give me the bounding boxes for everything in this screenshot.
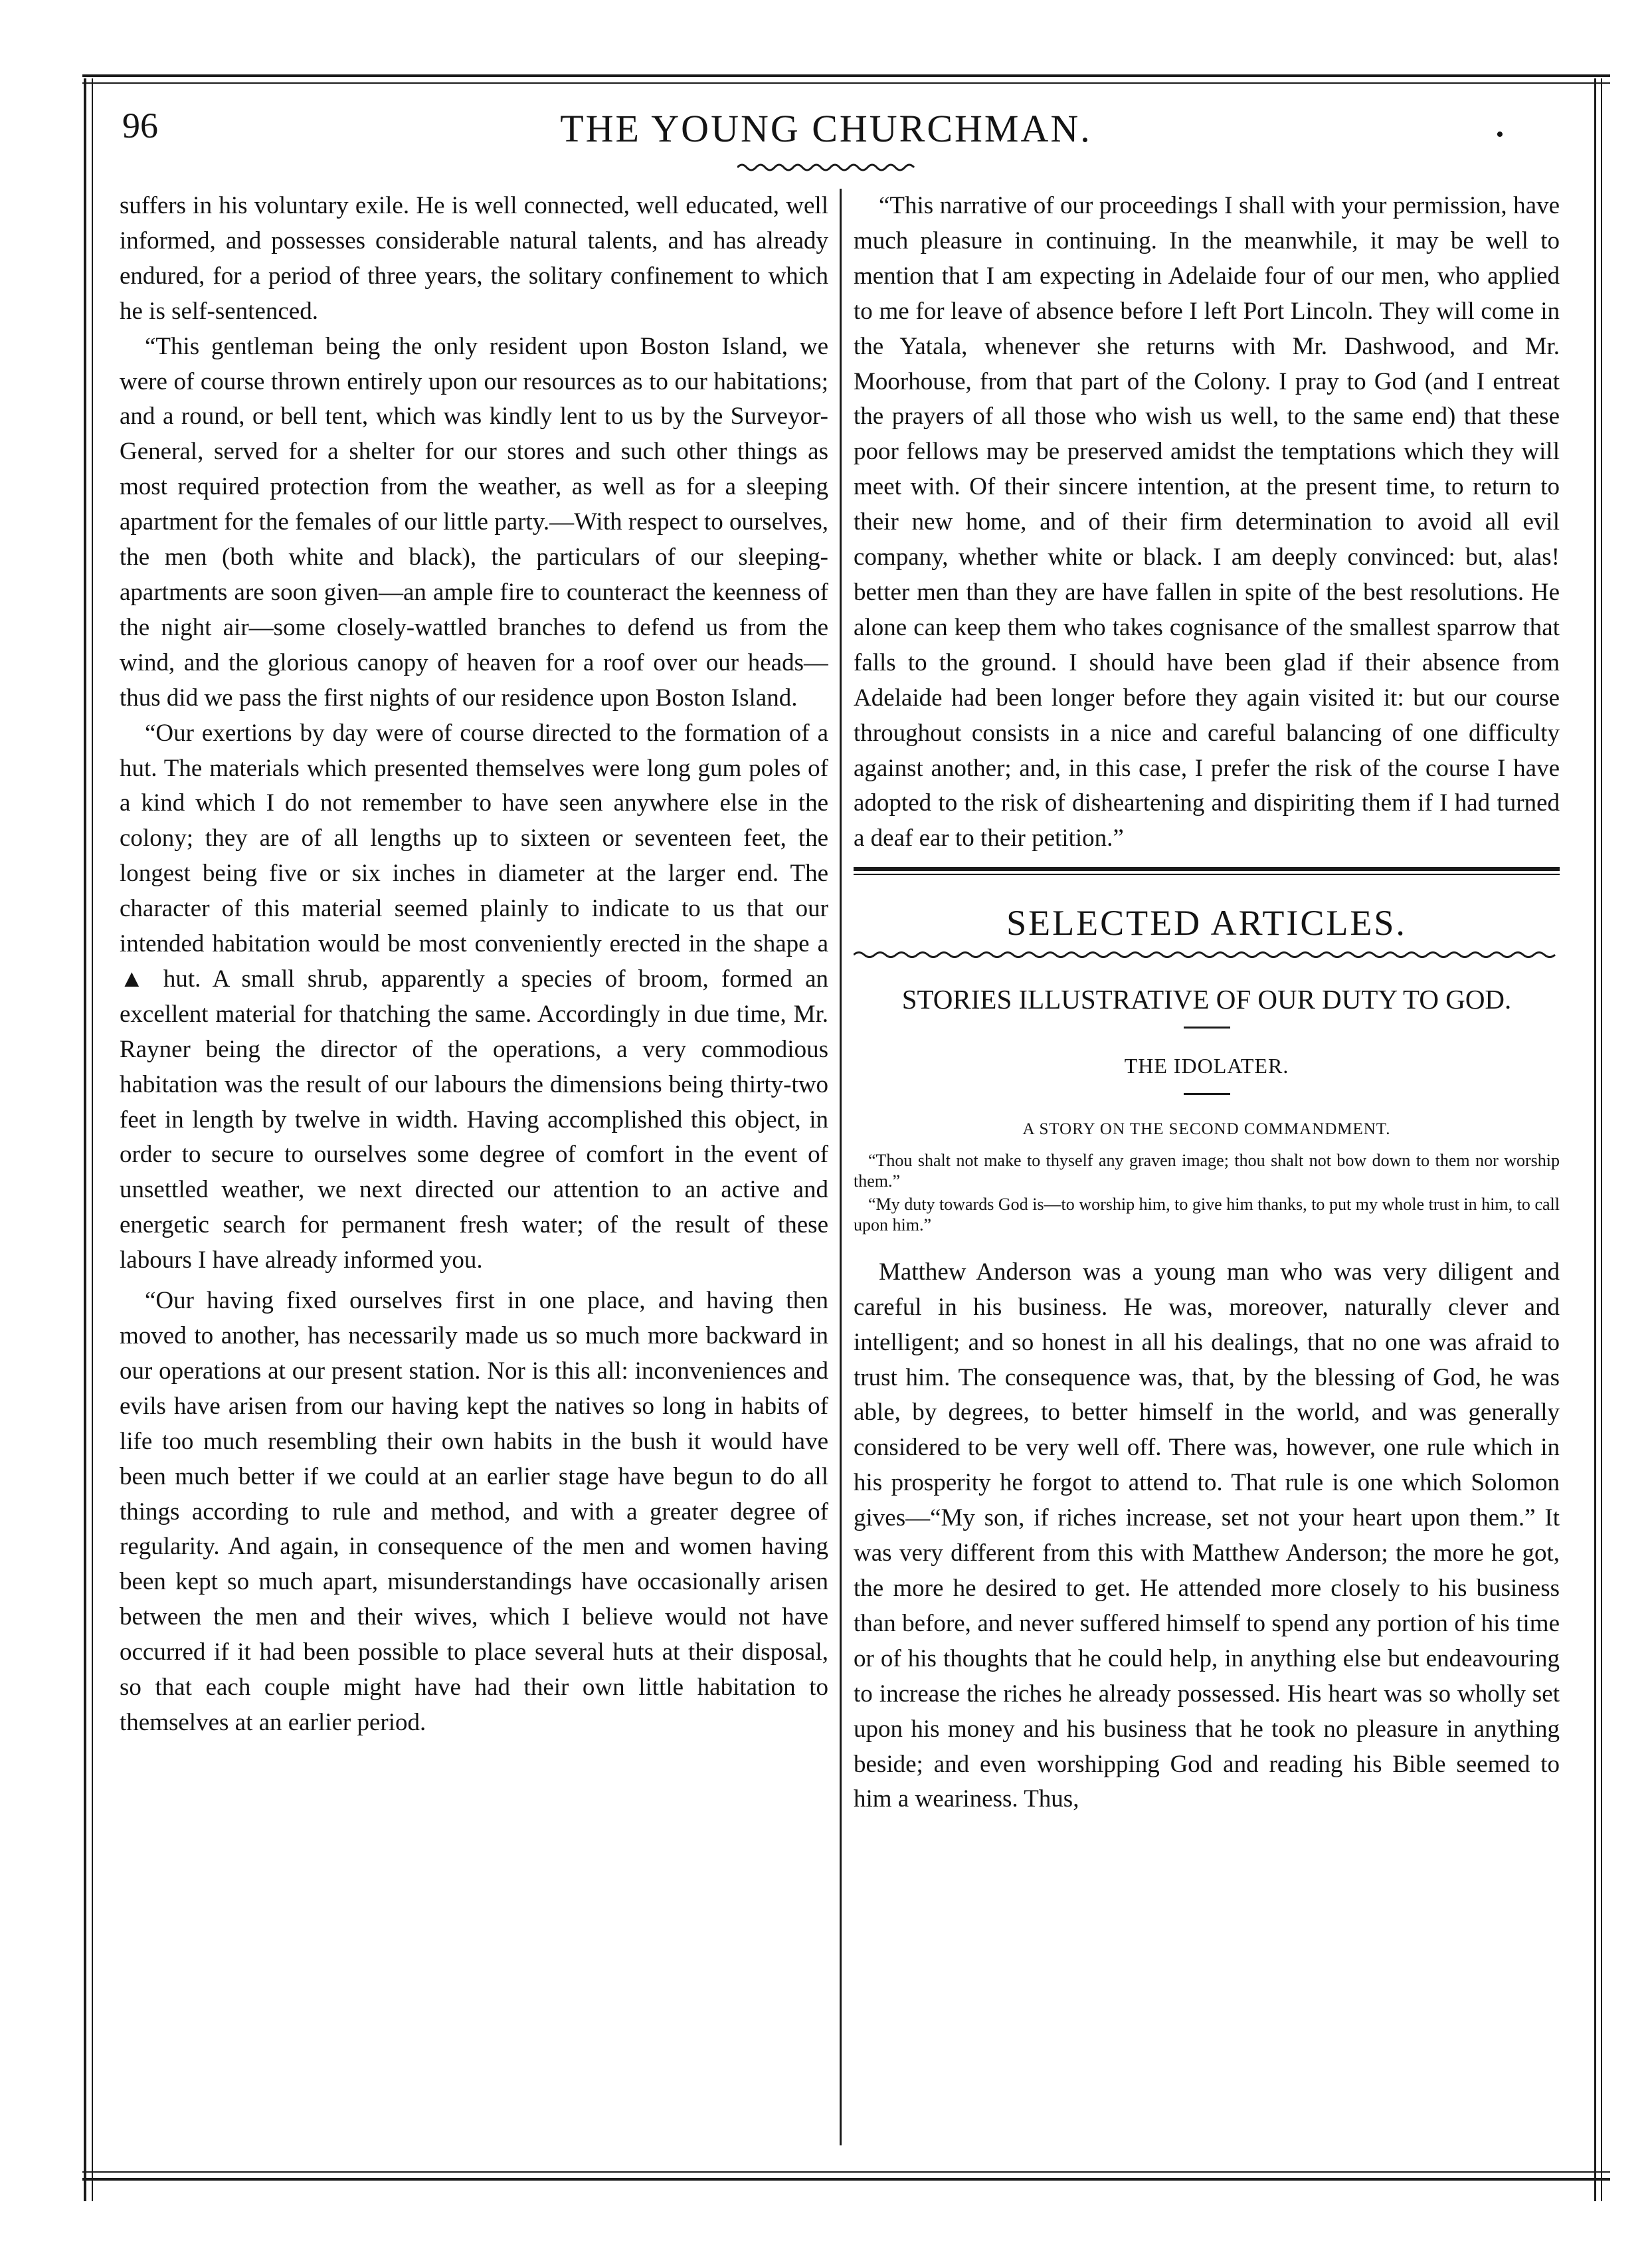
left-paragraph-hut: “Our exertions by day were of course directed to the formation of a hut. The materials which presented themselves were long gum poles of a kind which I do not remember to have seen anywhere else in the colony; they are of all lengths up to sixteen or seventeen feet, the longest being five or six inches in diameter at the larger end. The character of this material seemed plainly to indicate to us that our intended habitation would be most conveniently erected in the shape a ▲ hut. A small shrub, apparently a species of broom, formed an excellent material for thatching the same. Accordingly in due time, Mr. Rayner being the director of the operations, a very commodious habitation was the result of our labours the dimensions being thirty-two feet in length by twelve in width. Having accomplished this object, in order to secure to ourselves some degree of comfort in the event of unsettled weather, we next directed our attention to an active and energetic search for permanent fresh water; of the result of these labours I have already informed you. (120, 719, 828, 1274)
masthead-title: THE YOUNG CHURCHMAN. (560, 107, 1092, 150)
epigraph-commandment: “Thou shalt not make to thyself any graven image; thou shalt not bow down to them nor worship them.” (854, 1150, 1560, 1191)
left-paragraph-backward: “Our having fixed ourselves first in one place, and having then moved to another, has necessarily made us so much more backward in our operations at our present station. Nor is this all: inconveniences and evils have arisen from our having kept the natives so long in habits of life too much resembling their own habits in the bush it would have been much better if we could at an earlier stage have begun to do all things according to rule and method, and with a greater degree of regularity. And again, in consequence of the men and women having been kept so much apart, misunderstandings have occasionally arisen between the men and their wives, which I believe would not have occurred if it had been possible to place several huts at their disposal, so that each couple might have had their own little habitation to themselves at an earlier period. (120, 1287, 828, 1736)
section-double-rule (854, 867, 1560, 875)
story-title: THE IDOLATER. (1124, 1054, 1289, 1078)
left-paragraph-continued: suffers in his voluntary exile. He is well connected, well educated, well informed, and possesses considerable natural talents, and has already endured, for a period of three years, the solitary confinement to which he is self-sentenced. (120, 192, 828, 325)
story-subtitle: A STORY ON THE SECOND COMMANDMENT. (1022, 1120, 1391, 1138)
bottom-border-rule-outer (82, 2178, 1610, 2181)
top-border-rule-inner (82, 82, 1610, 84)
masthead-dot: • (1496, 122, 1504, 147)
left-border-rule (84, 78, 86, 2201)
masthead-ornament (737, 162, 917, 173)
right-paragraph-narrative: “This narrative of our proceedings I shall with your permission, have much pleasure in continuing. In the meanwhile, it may be well to mention that I am expecting in Adelaide four of our men, who applied to me for leave of absence before I left Port Lincoln. They will come in the Yatala, whenever she returns with Mr. Dashwood, and Mr. Moorhouse, from that part of the Colony. I pray to God (and I entreat the prayers of all those who wish us well, to the same end) that these poor fellows may be preserved amidst the temptations which they will meet with. Of their sincere intention, at the present time, to return to their new home, and of their firm determination to avoid all evil company, whether white or black. I am deeply convinced: but, alas! better men than they are have fallen in spite of the best resolutions. He alone can keep them who takes cognisance of the smallest sparrow that falls to the ground. I should have been glad if their absence from Adelaide had been longer before they again visited it: but our course throughout consists in a nice and careful balancing of one difficulty against another; and, in this case, I prefer the risk of the course I have adopted to the risk of disheartening and dispiriting them if I had turned a deaf ear to their petition.” (854, 192, 1560, 852)
section-wavy-ornament (854, 950, 1560, 959)
series-title: STORIES ILLUSTRATIVE OF OUR DUTY TO GOD. (901, 984, 1512, 1015)
right-border-rule (1594, 78, 1596, 2201)
right-column (854, 189, 1560, 1817)
epigraph-duty: “My duty towards God is—to worship him, to give him thanks, to put my whole trust in him, to call upon him.” (854, 1194, 1560, 1234)
page-number: 96 (122, 106, 158, 146)
section-header: SELECTED ARTICLES. (1006, 903, 1407, 943)
top-border-rule-outer (82, 74, 1610, 77)
left-column (120, 189, 828, 2142)
column-divider (840, 189, 842, 2145)
story-short-rule (1184, 1093, 1230, 1095)
story-body: Matthew Anderson was a young man who was very diligent and careful in his business. He was, moreover, naturally clever and intelligent; and so honest in all his dealings, that no one was afraid to trust him. The consequence was, that, by the blessing of God, he was able, by degrees, to better himself in the world, and was generally considered to be very well off. There was, however, one rule which in his prosperity he forgot to attend to. That rule is one which Solomon gives—“My son, if riches increase, set not your heart upon them.” It was very different from this with Matthew Anderson; the more he got, the more he desired to get. He attended more closely to his business than before, and never suffered himself to spend any portion of his time or of his thoughts that he could help, in anything else but endeavouring to increase the riches he already possessed. His heart was so wholly set upon his money and his business that he took no pleasure in anything beside; and even worshipping God and reading his Bible seemed to him a weariness. Thus, (854, 1258, 1560, 1813)
right-border-rule-inner (1601, 78, 1602, 2201)
bottom-border-rule-inner (82, 2171, 1610, 2173)
left-border-rule-inner (92, 78, 93, 2201)
left-paragraph-boston-island: “This gentleman being the only resident upon Boston Island, we were of course thrown entirely upon our resources as to our habitations; and a round, or bell tent, which was kindly lent to us by the Surveyor-General, served for a shelter for our stores and such other things as most required protection from the weather, as well as for a sleeping apartment for the females of our little party.—With respect to ourselves, the men (both white and black), the particulars of our sleeping-apartments are soon given—an ample fire to counteract the keenness of the night air—some closely-wattled branches to defend us from the wind, and the glorious canopy of heaven for a roof over our heads—thus did we pass the first nights of our residence upon Boston Island. (120, 332, 828, 712)
series-short-rule (1184, 1027, 1230, 1029)
